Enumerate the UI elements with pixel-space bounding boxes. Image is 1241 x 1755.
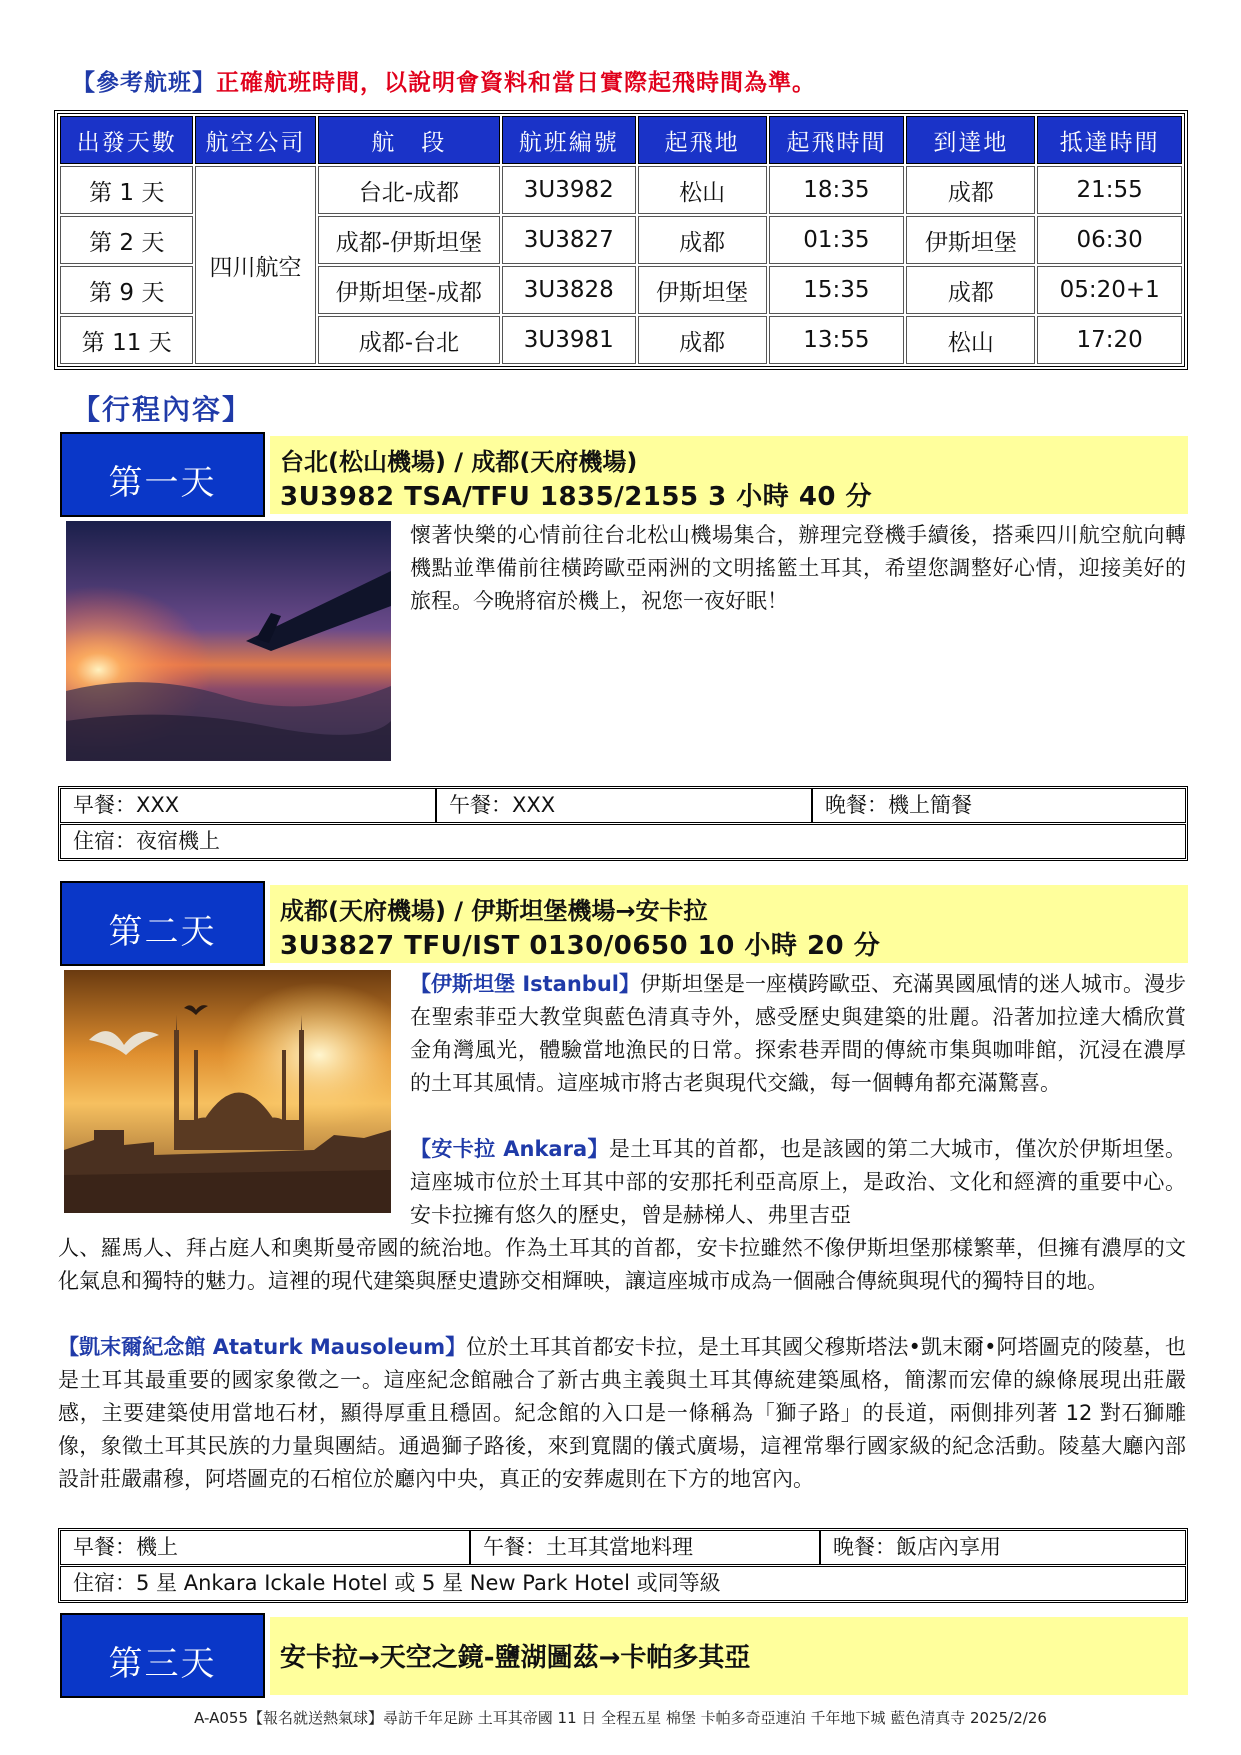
cell-route: 伊斯坦堡-成都: [318, 266, 500, 314]
day2-header: [60, 881, 1188, 966]
airplane-sunset-image: [66, 521, 391, 761]
day3-label: 第三天: [108, 1644, 217, 1684]
cell-arr-time: 21:55: [1037, 166, 1182, 214]
cell-to: 成都: [906, 166, 1035, 214]
ankara-keyword: 【安卡拉 Ankara】: [410, 1137, 609, 1161]
breakfast: 早餐：機上: [61, 1531, 471, 1564]
day1-route: 台北(松山機場) / 成都(天府機場): [280, 448, 638, 476]
ataturk-keyword: 【凱末爾紀念館 Ataturk Mausoleum】: [58, 1335, 467, 1359]
cell-dep-time: 01:35: [769, 216, 905, 264]
cell-arr-time: 05:20+1: [1037, 266, 1182, 314]
day1-label: 第一天: [108, 463, 217, 503]
cell-arr-time: 17:20: [1037, 316, 1182, 364]
cell-to: 成都: [906, 266, 1035, 314]
ankara-text: 是土耳其的首都，也是該國的第二大城市，僅次於伊斯坦堡。這座城市位於土耳其中部的安那托利亞高原上，是政治、文化和經濟的重要中心。安卡拉擁有悠久的歷史，曾是赫梯人、弗里吉亞: [410, 1137, 1186, 1227]
day2-band: [270, 885, 1188, 963]
notice-prefix: 【參考航班】: [72, 70, 216, 96]
dinner: 晚餐：飯店內享用: [833, 1535, 1001, 1559]
hotel-row: [60, 824, 1186, 859]
day2-label: 第二天: [108, 912, 217, 952]
meals-row: [60, 1530, 1186, 1565]
ataturk-paragraph: [58, 1331, 1186, 1496]
cell-route: 成都-台北: [318, 316, 500, 364]
istanbul-paragraph: [410, 968, 1186, 1100]
dinner: 晚餐：機上簡餐: [825, 793, 972, 817]
header-day: 出發天數: [60, 116, 193, 164]
day2-meals: [58, 1528, 1188, 1603]
cell-to: 伊斯坦堡: [906, 216, 1035, 264]
cell-airline: 四川航空: [195, 166, 315, 364]
cell-day: 第 11 天: [60, 316, 193, 364]
table-row: [60, 166, 1182, 214]
day1-label-box: [60, 432, 265, 517]
header-dep-time: 起飛時間: [769, 116, 905, 164]
hotel-row: [60, 1566, 1186, 1601]
day2-label-box: [60, 881, 265, 966]
day3-route: 安卡拉→天空之鏡-鹽湖圖茲→卡帕多其亞: [280, 1643, 751, 1673]
cell-flight-no: 3U3982: [502, 166, 635, 214]
cell-route: 台北-成都: [318, 166, 500, 214]
istanbul-mosque-image: [64, 970, 391, 1213]
ataturk-text: 位於土耳其首都安卡拉，是土耳其國父穆斯塔法•凱末爾•阿塔圖克的陵墓，也是土耳其最重要的國家象徵之一。這座紀念館融合了新古典主義與土耳其傳統建築風格，簡潔而宏偉的線條展現出莊嚴感，主要建築使用當地石材，顯得厚重且穩固。紀念館的入口是一條稱為「獅子路」的長道，兩側排列著 12 對石獅雕像，象徵土耳其民族的力量與團結。通過獅子路後，來到寬闊的儀式廣場，這裡常舉行國家級的紀念活動。陵墓大廳內部設計莊嚴肅穆，阿塔圖克的石棺位於廳內中央，真正的安葬處則在下方的地宮內。: [58, 1335, 1186, 1491]
istanbul-text: 伊斯坦堡是一座橫跨歐亞、充滿異國風情的迷人城市。漫步在聖索菲亞大教堂與藍色清真寺外，感受歷史與建築的壯麗。沿著加拉達大橋欣賞金角灣風光，體驗當地漁民的日常。探索巷弄間的傳統市集與咖啡館，沉浸在濃厚的土耳其風情。這座城市將古老與現代交織，每一個轉角都充滿驚喜。: [410, 972, 1187, 1095]
ankara-paragraph-cont: 人、羅馬人、拜占庭人和奧斯曼帝國的統治地。作為土耳其的首都，安卡拉雖然不像伊斯坦堡那樣繁華，但擁有濃厚的文化氣息和獨特的魅力。這裡的現代建築與歷史遺跡交相輝映，讓這座城市成為一個融合傳統與現代的獨特目的地。: [58, 1236, 1186, 1293]
ankara-paragraph: [410, 1133, 1186, 1232]
cell-dep-time: 15:35: [769, 266, 905, 314]
day2-flight: 3U3827 TFU/IST 0130/0650 10 小時 20 分: [280, 931, 881, 961]
hotel: 住宿：夜宿機上: [73, 829, 220, 853]
cell-from: 伊斯坦堡: [638, 266, 767, 314]
lunch: 午餐：土耳其當地料理: [471, 1531, 821, 1564]
header-airline: 航空公司: [195, 116, 315, 164]
day1-flight: 3U3982 TSA/TFU 1835/2155 3 小時 40 分: [280, 482, 873, 512]
cell-flight-no: 3U3828: [502, 266, 635, 314]
day2-route: 成都(天府機場) / 伊斯坦堡機場→安卡拉: [280, 897, 708, 925]
cell-to: 松山: [906, 316, 1035, 364]
istanbul-keyword: 【伊斯坦堡 Istanbul】: [410, 972, 640, 996]
day1-description: 懷著快樂的心情前往台北松山機場集合，辦理完登機手續後，搭乘四川航空航向轉機點並準備前往橫跨歐亞兩洲的文明搖籃土耳其，希望您調整好心情，迎接美好的旅程。今晚將宿於機上，祝您一夜好眠！: [410, 523, 1186, 613]
cell-day: 第 1 天: [60, 166, 193, 214]
cell-flight-no: 3U3827: [502, 216, 635, 264]
flight-table: [54, 110, 1188, 370]
cell-day: 第 2 天: [60, 216, 193, 264]
cell-arr-time: 06:30: [1037, 216, 1182, 264]
flight-table-header: [60, 116, 1182, 164]
lunch: 午餐：XXX: [437, 789, 813, 822]
header-flight-no: 航班編號: [502, 116, 635, 164]
header-to: 到達地: [906, 116, 1035, 164]
day1-meals: [58, 786, 1188, 861]
day3-band: [270, 1617, 1188, 1695]
day1-band: [270, 436, 1188, 514]
day3-label-box: [60, 1613, 265, 1698]
cell-from: 成都: [638, 216, 767, 264]
notice-text: 正確航班時間，以說明會資料和當日實際起飛時間為準。: [216, 70, 816, 96]
header-arr-time: 抵達時間: [1037, 116, 1182, 164]
itinerary-title: 【行程內容】: [72, 393, 253, 426]
cell-route: 成都-伊斯坦堡: [318, 216, 500, 264]
cell-dep-time: 13:55: [769, 316, 905, 364]
cell-from: 成都: [638, 316, 767, 364]
cell-from: 松山: [638, 166, 767, 214]
hotel: 住宿：5 星 Ankara Ickale Hotel 或 5 星 New Park Hotel 或同等級: [73, 1571, 721, 1595]
page-footer: A-A055【報名就送熱氣球】尋訪千年足跡 土耳其帝國 11 日 全程五星 棉堡 卡帕多奇亞連泊 千年地下城 藍色清真寺 2025/2/26: [194, 1709, 1047, 1727]
breakfast: 早餐：XXX: [61, 789, 437, 822]
cell-dep-time: 18:35: [769, 166, 905, 214]
header-route: 航 段: [318, 116, 500, 164]
day1-header: [60, 432, 1188, 517]
flight-notice: [72, 64, 816, 97]
meals-row: [60, 788, 1186, 823]
cell-day: 第 9 天: [60, 266, 193, 314]
cell-flight-no: 3U3981: [502, 316, 635, 364]
day3-header: [60, 1613, 1188, 1698]
header-from: 起飛地: [638, 116, 767, 164]
